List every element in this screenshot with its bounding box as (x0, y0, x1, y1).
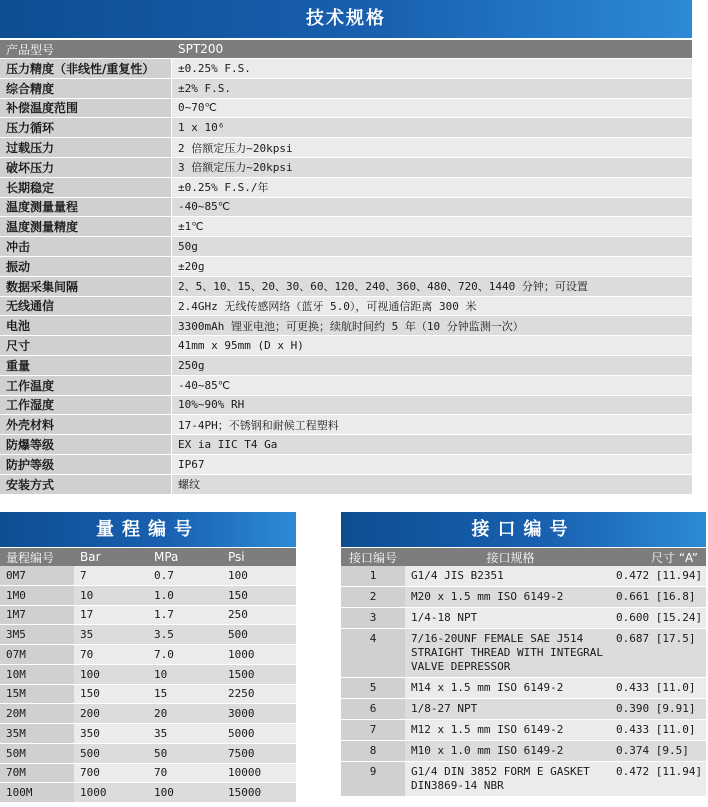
range-row (0, 783, 296, 803)
spec-value: EX ia IIC T4 Ga (172, 435, 692, 454)
range-col-mpa: MPa (154, 550, 179, 564)
range-row (0, 685, 296, 705)
range-bar: 17 (74, 606, 148, 625)
range-psi: 1500 (222, 665, 296, 684)
range-row (0, 764, 296, 784)
spec-label: 压力循环 (0, 118, 172, 137)
range-psi: 7500 (222, 744, 296, 763)
range-row (0, 625, 296, 645)
spec-row (0, 297, 692, 317)
range-row (0, 606, 296, 626)
port-number: 5 (341, 678, 405, 698)
port-number: 9 (341, 762, 405, 796)
spec-row (0, 158, 692, 178)
port-dimension: 0.661 [16.8] (610, 587, 706, 607)
range-bar: 35 (74, 625, 148, 644)
range-mpa: 10 (148, 665, 222, 684)
spec-value: 3 倍额定压力~20kpsi (172, 158, 692, 177)
port-spec: 1/4-18 NPT (405, 608, 610, 628)
spec-row (0, 455, 692, 475)
range-psi: 250 (222, 606, 296, 625)
range-mpa: 0.7 (148, 566, 222, 585)
spec-label: 冲击 (0, 237, 172, 256)
range-code: 07M (0, 645, 74, 664)
spec-label: 数据采集间隔 (0, 277, 172, 296)
range-row (0, 704, 296, 724)
spec-value: 250g (172, 356, 692, 375)
range-bar: 150 (74, 685, 148, 704)
port-number: 4 (341, 629, 405, 677)
spec-label: 过载压力 (0, 138, 172, 157)
port-row (341, 720, 706, 741)
spec-row (0, 257, 692, 277)
spec-value: 10%~90% RH (172, 396, 692, 415)
port-spec: M20 x 1.5 mm ISO 6149-2 (405, 587, 610, 607)
port-spec: M12 x 1.5 mm ISO 6149-2 (405, 720, 610, 740)
spec-row (0, 277, 692, 297)
spec-table-title: 技术规格 (0, 0, 692, 38)
spec-table-body (0, 59, 692, 495)
spec-label: 振动 (0, 257, 172, 276)
spec-value: 2.4GHz 无线传感网络（蓝牙 5.0），可视通信距离 300 米 (172, 297, 692, 316)
spec-value: IP67 (172, 455, 692, 474)
spec-label: 温度测量精度 (0, 217, 172, 236)
range-mpa: 15 (148, 685, 222, 704)
spec-row (0, 336, 692, 356)
range-code: 70M (0, 764, 74, 783)
spec-label: 破坏压力 (0, 158, 172, 177)
range-row (0, 645, 296, 665)
range-psi: 3000 (222, 704, 296, 723)
range-row (0, 744, 296, 764)
spec-label: 外壳材料 (0, 415, 172, 434)
spec-row (0, 138, 692, 158)
port-number: 8 (341, 741, 405, 761)
range-mpa: 20 (148, 704, 222, 723)
spec-row (0, 118, 692, 138)
spec-row (0, 415, 692, 435)
range-row (0, 724, 296, 744)
range-code: 1M7 (0, 606, 74, 625)
range-code: 35M (0, 724, 74, 743)
port-dimension: 0.472 [11.94] (610, 762, 706, 796)
spec-row (0, 79, 692, 99)
spec-row (0, 217, 692, 237)
range-code: 3M5 (0, 625, 74, 644)
port-spec: G1/4 JIS B2351 (405, 566, 610, 586)
port-row (341, 587, 706, 608)
spec-row (0, 178, 692, 198)
port-dimension: 0.433 [11.0] (610, 720, 706, 740)
range-table-title: 量程编号 (0, 512, 296, 547)
port-col-number: 接口编号 (348, 550, 397, 565)
range-psi: 100 (222, 566, 296, 585)
port-number: 1 (341, 566, 405, 586)
range-bar: 700 (74, 764, 148, 783)
range-table-header (0, 548, 296, 566)
range-bar: 500 (74, 744, 148, 763)
port-dimension: 0.433 [11.0] (610, 678, 706, 698)
range-row (0, 665, 296, 685)
range-col-psi: Psi (228, 550, 245, 564)
spec-label: 压力精度（非线性/重复性） (0, 59, 172, 78)
range-bar: 70 (74, 645, 148, 664)
spec-row (0, 435, 692, 455)
range-mpa: 3.5 (148, 625, 222, 644)
spec-value: -40~85℃ (172, 376, 692, 395)
range-bar: 1000 (74, 783, 148, 802)
spec-row (0, 198, 692, 218)
range-code: 50M (0, 744, 74, 763)
range-mpa: 1.0 (148, 586, 222, 605)
range-col-bar: Bar (80, 550, 101, 564)
spec-value: ±0.25% F.S. (172, 59, 692, 78)
spec-label: 重量 (0, 356, 172, 375)
port-table-title: 接口编号 (341, 512, 706, 547)
port-row (341, 678, 706, 699)
range-mpa: 100 (148, 783, 222, 802)
port-spec: G1/4 DIN 3852 FORM E GASKET DIN3869-14 NBR (405, 762, 610, 796)
spec-label: 长期稳定 (0, 178, 172, 197)
port-dimension: 0.472 [11.94] (610, 566, 706, 586)
spec-row (0, 356, 692, 376)
range-code: 20M (0, 704, 74, 723)
range-bar: 7 (74, 566, 148, 585)
port-number: 7 (341, 720, 405, 740)
port-spec: 1/8-27 NPT (405, 699, 610, 719)
spec-label: 电池 (0, 316, 172, 335)
range-psi: 150 (222, 586, 296, 605)
spec-value: ±2% F.S. (172, 79, 692, 98)
spec-row (0, 99, 692, 119)
port-row (341, 566, 706, 587)
spec-header-label: 产品型号 (6, 42, 55, 57)
spec-label: 安装方式 (0, 475, 172, 494)
port-col-dimension: 尺寸 “A” (651, 550, 698, 565)
spec-label: 温度测量量程 (0, 198, 172, 217)
port-number: 6 (341, 699, 405, 719)
range-mpa: 70 (148, 764, 222, 783)
range-psi: 10000 (222, 764, 296, 783)
range-bar: 10 (74, 586, 148, 605)
port-row (341, 699, 706, 720)
port-spec: 7/16-20UNF FEMALE SAE J514 STRAIGHT THREAD WITH INTEGRAL VALVE DEPRESSOR (405, 629, 610, 677)
spec-value: ±20g (172, 257, 692, 276)
spec-row (0, 316, 692, 336)
spec-value: -40~85℃ (172, 198, 692, 217)
spec-header-value: SPT200 (178, 42, 224, 56)
spec-value: 0~70℃ (172, 99, 692, 118)
spec-label: 补偿温度范围 (0, 99, 172, 118)
spec-row (0, 59, 692, 79)
range-psi: 1000 (222, 645, 296, 664)
range-mpa: 1.7 (148, 606, 222, 625)
spec-row (0, 376, 692, 396)
spec-value: 螺纹 (172, 475, 692, 494)
spec-value: 41mm x 95mm (D x H) (172, 336, 692, 355)
spec-row (0, 396, 692, 416)
spec-label: 无线通信 (0, 297, 172, 316)
spec-value: ±1℃ (172, 217, 692, 236)
port-row (341, 762, 706, 797)
spec-value: 2 倍额定压力~20kpsi (172, 138, 692, 157)
range-row (0, 566, 296, 586)
port-table-header (341, 548, 706, 566)
range-mpa: 35 (148, 724, 222, 743)
spec-table-header (0, 40, 692, 58)
range-bar: 100 (74, 665, 148, 684)
port-dimension: 0.390 [9.91] (610, 699, 706, 719)
spec-label: 尺寸 (0, 336, 172, 355)
range-code: 1M0 (0, 586, 74, 605)
spec-value: 1 x 10⁶ (172, 118, 692, 137)
port-table-body (341, 566, 706, 797)
port-dimension: 0.374 [9.5] (610, 741, 706, 761)
spec-label: 综合精度 (0, 79, 172, 98)
range-psi: 500 (222, 625, 296, 644)
range-mpa: 7.0 (148, 645, 222, 664)
port-dimension: 0.687 [17.5] (610, 629, 706, 677)
port-row (341, 608, 706, 629)
port-number: 3 (341, 608, 405, 628)
range-bar: 350 (74, 724, 148, 743)
range-table-body (0, 566, 296, 803)
spec-row (0, 475, 692, 495)
range-code: 10M (0, 665, 74, 684)
range-psi: 2250 (222, 685, 296, 704)
range-code: 0M7 (0, 566, 74, 585)
port-row (341, 741, 706, 762)
port-number: 2 (341, 587, 405, 607)
range-code: 15M (0, 685, 74, 704)
spec-value: ±0.25% F.S./年 (172, 178, 692, 197)
spec-value: 50g (172, 237, 692, 256)
port-row (341, 629, 706, 678)
port-spec: M14 x 1.5 mm ISO 6149-2 (405, 678, 610, 698)
range-mpa: 50 (148, 744, 222, 763)
range-code: 100M (0, 783, 74, 802)
spec-label: 工作湿度 (0, 396, 172, 415)
port-col-spec: 接口规格 (486, 550, 535, 565)
range-psi: 5000 (222, 724, 296, 743)
spec-label: 防爆等级 (0, 435, 172, 454)
range-col-code: 量程编号 (6, 550, 55, 565)
spec-value: 17-4PH；不锈钢和耐候工程塑料 (172, 415, 692, 434)
range-bar: 200 (74, 704, 148, 723)
spec-label: 工作温度 (0, 376, 172, 395)
spec-row (0, 237, 692, 257)
port-spec: M10 x 1.0 mm ISO 6149-2 (405, 741, 610, 761)
range-psi: 15000 (222, 783, 296, 802)
spec-label: 防护等级 (0, 455, 172, 474)
port-dimension: 0.600 [15.24] (610, 608, 706, 628)
spec-value: 3300mAh 锂亚电池；可更换；续航时间约 5 年（10 分钟监测一次） (172, 316, 692, 335)
spec-value: 2、5、10、15、20、30、60、120、240、360、480、720、1440 分钟；可设置 (172, 277, 692, 296)
range-row (0, 586, 296, 606)
